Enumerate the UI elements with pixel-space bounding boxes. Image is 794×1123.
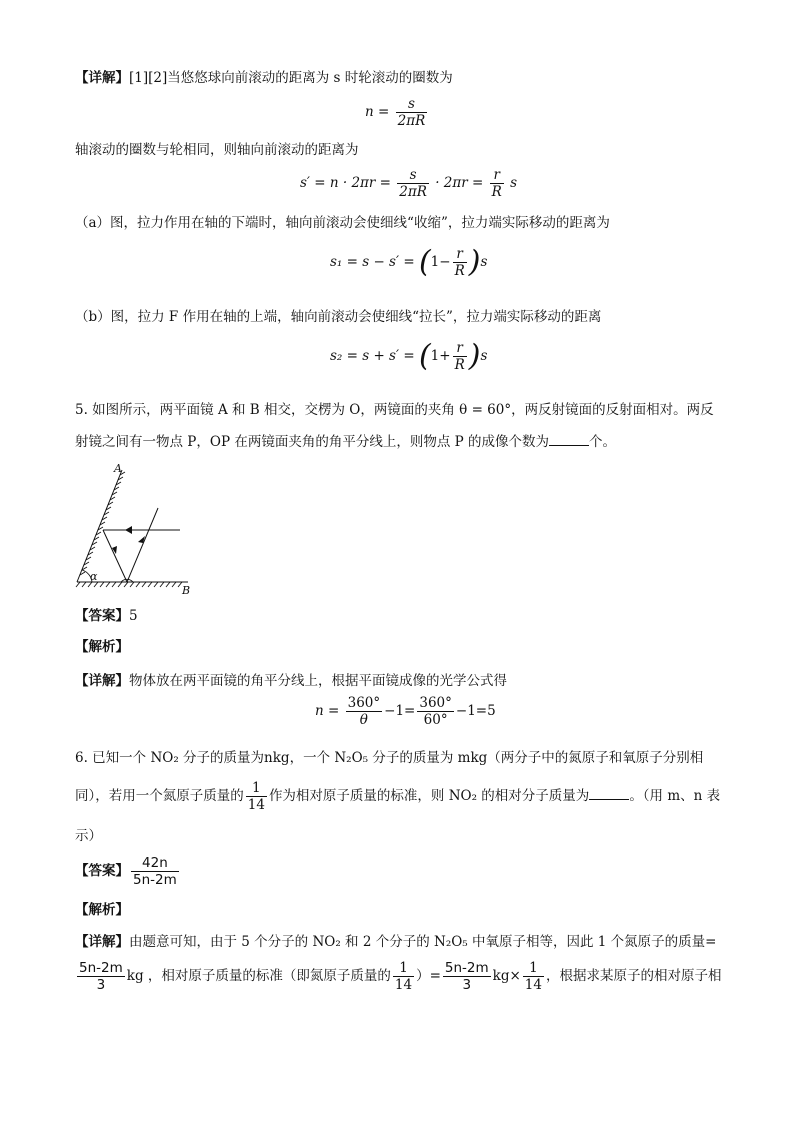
q5-answer-line: 【答案】5 [75, 608, 138, 624]
equation-s2: s₂ = s + s′ = (1+ $\frac{r}{R}$ )s [330, 338, 488, 374]
mirror-a-hatching [80, 472, 125, 575]
q6-line3: 示） [75, 828, 102, 844]
q5-line1: 5. 如图所示，两平面镜 A 和 B 相交，交楞为 O，两镜面的夹角 θ = 60°，两反射镜面的反射面相对。两反 [75, 402, 714, 418]
q6-detail-line1: 【详解】由题意可知，由于 5 个分子的 NO₂ 和 2 个分子的 N₂O₅ 中氧原子相等，因此 1 个氮原子的质量= [75, 934, 717, 950]
detail-intro-line [75, 68, 453, 88]
label-alpha: α [90, 570, 98, 583]
detail-tag: 【详解】 [75, 70, 129, 86]
light-rays [103, 508, 180, 582]
equation-s1: s₁ = s − s′ = (1− $\frac{r}{R}$ )s [330, 244, 488, 280]
label-b: B [182, 584, 191, 595]
q6-line2: 同），若用一个氮原子质量的 $\frac{1}{14}$ 作为相对原子质量的标准，则 NO₂ 的相对分子质量为 。（用 m、n 表 [75, 780, 721, 813]
answer-blank [549, 431, 589, 446]
case-a-line: （a）图，拉力作用在轴的下端时，轴向前滚动会使细线“收缩”，拉力端实际移动的距离为 [75, 215, 610, 231]
mirror-diagram [70, 460, 200, 595]
label-a: A [114, 462, 122, 475]
q6-line1: 6. 已知一个 NO₂ 分子的质量为nkg，一个 N₂O₅ 分子的质量为 mkg（两分子中的氮原子和氧原子分别相 [75, 750, 704, 766]
answer-blank-q6 [589, 785, 629, 800]
q5-detail-line: 【详解】物体放在两平面镜的角平分线上，根据平面镜成像的光学公式得 [75, 673, 507, 689]
q6-answer-line: 【答案】 $\frac{42n}{5n-2m}$ [75, 855, 177, 888]
equation-n: n = $\frac{s}{2\pi R}$ [365, 96, 426, 129]
q5-equation: n = $\frac{360^\circ}{\theta}$ −1= $\frac{360^\circ}{60^\circ}$ −1=5 [315, 695, 496, 728]
q6-detail-line2: $\frac{5n-2m}{3}$ kg ，相对原子质量的标准（即氮原子质量的 $\frac{1}{14}$ ）= $\frac{5n-2m}{3}$ kg× $\frac{1}{14}$ ，根据求某原子的相对原子相 [79, 960, 722, 993]
intro-text: [1][2]当悠悠球向前滚动的距离为 s 时轮滚动的圈数为 [129, 70, 453, 86]
equation-sprime: s′ = n · 2πr = $\frac{s}{2\pi R}$ · 2πr = $\frac{r}{R}$ s [300, 167, 518, 200]
q6-analysis-tag: 【解析】 [75, 902, 129, 918]
mirror-a-line [77, 470, 122, 582]
q5-line2: 射镜之间有一物点 P，OP 在两镜面夹角的角平分线上，则物点 P 的成像个数为 个。 [75, 431, 616, 452]
case-b-line: （b）图，拉力 F 作用在轴的上端，轴向前滚动会使细线“拉长”，拉力端实际移动的距离 [75, 309, 602, 325]
axis-text-line: 轴滚动的圈数与轮相同，则轴向前滚动的距离为 [75, 142, 359, 158]
q5-analysis-tag: 【解析】 [75, 639, 129, 655]
